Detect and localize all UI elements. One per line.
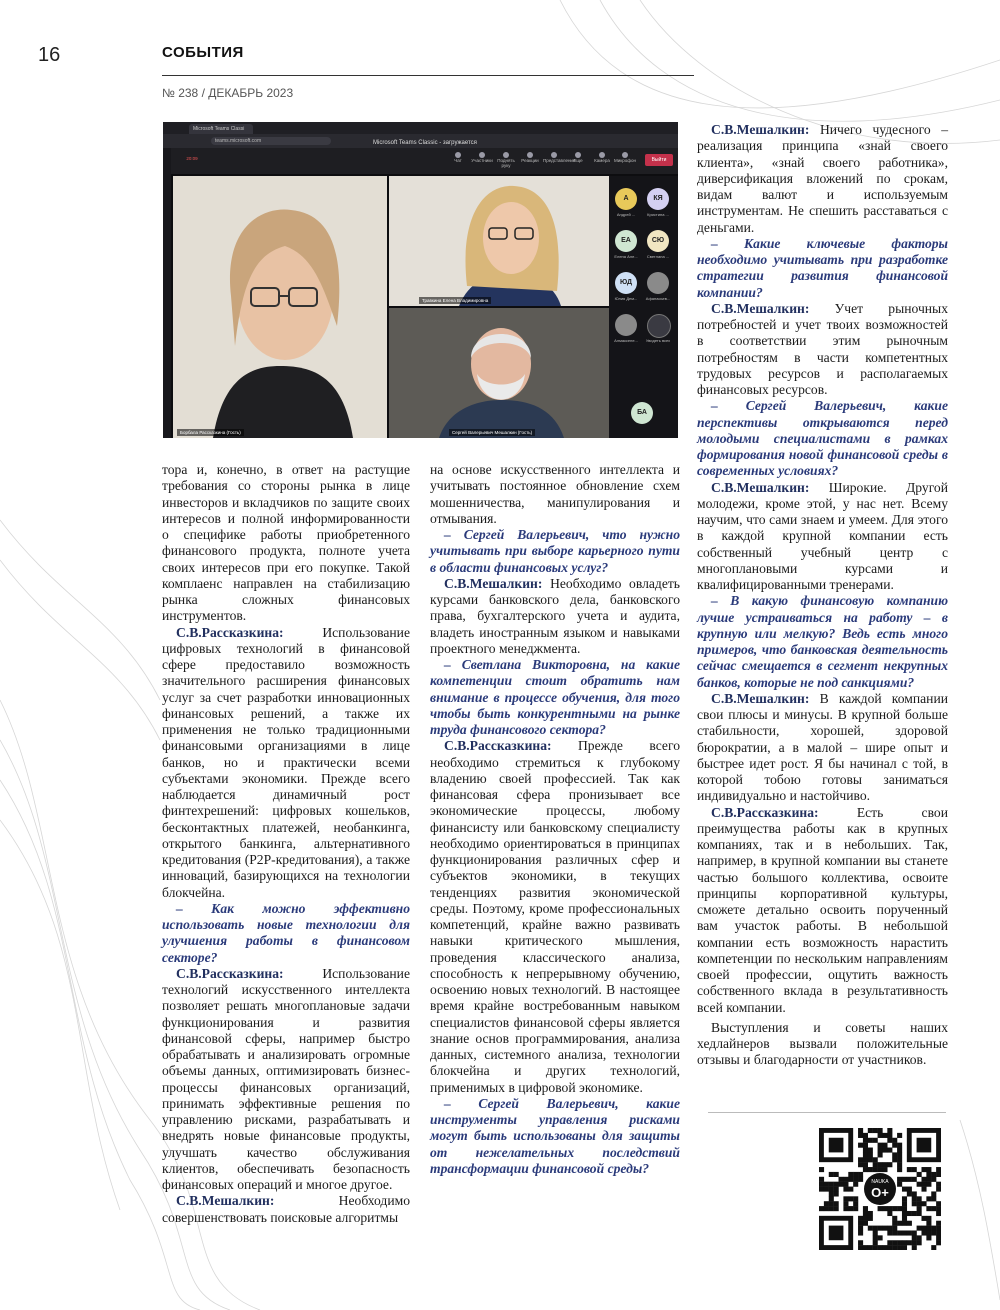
- toolbar-item: Чат: [454, 158, 462, 163]
- video-label: Травкина Елена Владимировна: [419, 297, 491, 304]
- qr-badge-symbol: O+: [871, 1185, 889, 1200]
- section-title: СОБЫТИЯ: [162, 44, 244, 61]
- toolbar-item: Поднять руку: [497, 158, 515, 168]
- interview-question: – Какие ключевые факторы необходимо учитывать при разработке стратегии развития финансовой компании?: [697, 235, 948, 300]
- speaker-answer: [697, 805, 948, 1016]
- speaker-answer: [697, 122, 948, 236]
- video-tile-woman-glasses: [173, 176, 387, 438]
- browser-tab: Microsoft Teams Classi: [189, 124, 253, 134]
- answer-text: Учет рыночных потребностей и учет твоих возможностей в соответствии этим рыночным потребностям в части компетентных трудовых ресурсов и располагаемых финансовых ресурсов.: [697, 300, 948, 397]
- participant-avatar: ЕА: [615, 230, 637, 252]
- speaker-name: С.В.Мешалкин:: [711, 479, 810, 495]
- view-all-icon: [647, 314, 671, 338]
- toolbar-item: Представление: [543, 158, 576, 163]
- answer-text: Прежде всего необходимо стремиться к глубокому владению своей профессией. Так как финансовая сфера пронизывает все экономические процессы, любому финансисту или банковскому специалисту необходимо ориентироваться в принципах функционирования различных сфер и субъектов экономики, в текущих тенденциях развития экономической среды. Поэтому, кроме профессиональных компетенций, крайне важно развивать навыки критического мышления, проведения классического анализа, способность к непрерывному обучению, освоению новых технологий. В настоящее время крайне востребованным навыком специалистов финансовой сферы является знание основ программирования, анализа данных, системного анализа, технологии блокчейна и других технологий, применимых в цифровой экономике.: [430, 738, 680, 1095]
- speaker-answer: [697, 691, 948, 805]
- participant-name: Андрей ...: [616, 212, 636, 217]
- participant-avatar-generic: [647, 272, 669, 294]
- paragraph: Выступления и советы наших хедлайнеров вызвали положительные отзывы и благодарности от участников.: [697, 1019, 948, 1068]
- answer-text: Ничего чудесного – реализация принципа «знай своего клиента», «знай своего работника», диверсификация вложений по срокам, видам валют и используемым инструментам. Не спешить расставаться с деньгами.: [697, 122, 948, 235]
- speaker-name: С.В.Рассказкина:: [176, 965, 284, 981]
- participant-avatar: БА: [631, 402, 653, 424]
- answer-text: Необходимо совершенствовать поисковые алгоритмы: [162, 1193, 410, 1225]
- participant-name: Юлия Дем...: [614, 296, 638, 301]
- speaker-answer: [162, 1193, 410, 1226]
- qr-divider: [708, 1112, 946, 1113]
- interview-question: – Как можно эффективно использовать новые технологии для улучшения работы в финансовом секторе?: [162, 900, 410, 965]
- issue-label: № 238 / ДЕКАБРЬ 2023: [162, 86, 294, 100]
- speaker-answer: [162, 625, 410, 901]
- toolbar-item: Микрофон: [614, 158, 636, 163]
- participant-avatar: СЮ: [647, 230, 669, 252]
- speaker-answer: [697, 301, 948, 399]
- video-call-screenshot: [163, 122, 678, 438]
- paragraph: тора и, конечно, в ответ на растущие требования со стороны рынка в лице инвесторов и вкладчиков по защите своих интересов и полной информированности о специфике работы приобретенного финансового продукта, полноте учета своих интересов при его покупке. Такой комплаенс направлен на стабилизацию рынка сложных финансовых инструментов.: [162, 462, 410, 624]
- person-silhouette: [173, 176, 387, 438]
- participant-avatar: КЯ: [647, 188, 669, 210]
- interview-question: – Светлана Викторовна, на какие компетенции стоит обратить нам внимание в процессе обучения, для того чтобы быть конкурентными на рынке труда финансового сектора?: [430, 657, 680, 737]
- paragraph: на основе искусственного интеллекта и учитывать постоянное обновление схем мошенничества, манипулирования и отмывания.: [430, 462, 680, 526]
- participant-name: Елена Але...: [614, 254, 638, 259]
- speaker-name: С.В.Мешалкин:: [176, 1193, 275, 1209]
- speaker-answer: [697, 480, 948, 594]
- article-column-1: [162, 462, 410, 1226]
- interview-question: – Сергей Валерьевич, какие перспективы открываются перед молодыми специалистами в рамках формирования новой финансовой среды в современных условиях?: [697, 398, 948, 479]
- speaker-answer: [430, 738, 680, 1096]
- leave-button: Выйти: [645, 154, 673, 166]
- speaker-answer: [162, 966, 410, 1194]
- speaker-name: С.В.Мешалкин:: [711, 690, 810, 706]
- answer-text: Необходимо овладеть курсами банковского дела, банковского права, бухгалтерского учета и аудита, владеть иностранным языком и навыками проектного менеджмента.: [430, 575, 680, 656]
- speaker-name: С.В.Рассказкина:: [176, 624, 284, 640]
- participant-avatar-generic: [615, 314, 637, 336]
- interview-question: – Сергей Валерьевич, что нужно учитывать при выборе карьерного пути в области финансовых услуг?: [430, 527, 680, 575]
- speaker-name: С.В.Рассказкина:: [444, 738, 552, 754]
- call-timer: 20:09: [186, 156, 198, 161]
- video-label: Сергей Валерьевич Мешалкин (Гость): [449, 429, 535, 436]
- article-column-3: [697, 122, 948, 1069]
- participant-avatar: А: [615, 188, 637, 210]
- answer-text: В каждой компании свои плюсы и минусы. В крупной больше стабильности, хорошей, здоровой бюрократии, а в малой – шире опыт и быстрее идет рост. Я бы начинал с той, в которой тобою готовы заниматься индивидуально и настойчиво.: [697, 690, 948, 804]
- participant-name: Афанасьев...: [645, 296, 671, 301]
- answer-text: Есть свои преимущества работы как в крупных компаниях, так и в небольших. Так, например, в крупной компании вы станете частью большого коллектива, освоите принципы корпоративной культуры, сможете детально освоить порученный вам участок работы. В небольшой компании есть возможность нарастить компетенции по нескольким направлениям своей профессии, ощутить важность собственного вклада в результативность всей компании.: [697, 804, 948, 1015]
- article-column-2: [430, 462, 680, 1177]
- interview-question: – В какую финансовую компанию лучше устраиваться на работу – в крупную или мелкую? Ведь есть много примеров, что банковская деятельность сейчас смещается в сегмент некрупных банков, которые не под санкциями?: [697, 593, 948, 690]
- page-number: 16: [38, 44, 61, 66]
- participant-avatar: ЮД: [615, 272, 637, 294]
- header-divider: [162, 75, 694, 76]
- apps-sidebar: [163, 148, 171, 438]
- interview-question: – Сергей Валерьевич, какие инструменты управления рисками могут быть использованы для защиты от нежелательных последствий трансформации финансовой среды?: [430, 1095, 680, 1176]
- answer-text: Широкие. Другой молодежи, кроме этой, у нас нет. Всему научим, что сами знаем и умеем. Для этого в каждой крупной компании есть собственный учебный центр с многоплановыми курсами и квалифицированными тренерами.: [697, 479, 948, 592]
- participant-name: Кристина ...: [647, 212, 669, 217]
- browser-url: teams.microsoft.com: [211, 137, 331, 145]
- answer-text: Использование цифровых технологий в финансовой сфере предоставило возможность значительного расширения финансовых услуг за счет разработки инновационных финансовых решений, а также их применения не только традиционными финансовыми организациями в лице банков, но и практически всеми субъектами экономики. Прежде всего наблюдается динамичный рост финтехрешений: цифровых кошельков, бесконтактных платежей, необанкинга, открытого банкинга, альтернативного кредитования (P2P-кредитования), а также инноваций, базирующихся на технологии блокчейна.: [162, 624, 410, 900]
- participant-name: Алмаксене...: [614, 338, 638, 343]
- speaker-name: С.В.Рассказкина:: [711, 804, 819, 820]
- video-tile-woman-blonde: [389, 176, 609, 306]
- participant-name: Увидеть всех: [645, 338, 671, 343]
- qr-code: [819, 1128, 941, 1250]
- speaker-name: С.В.Мешалкин:: [444, 575, 543, 591]
- toolbar-item: Реакции: [521, 158, 539, 163]
- qr-badge-text: NAUKA: [871, 1179, 889, 1185]
- answer-text: Использование технологий искусственного интеллекта позволяет решать многоплановые задачи функционирования и развития финансовой сферы, например быстро обрабатывать и анализировать огромные объемы данных, оптимизировать бизнес-процессы финансовых организаций, принимать эффективные решения по управлению рисками, разрабатывать и внедрять новые финансовые продукты, улучшать качество обслуживания клиентов, обеспечивать безопасность финансовых операций и многое другое.: [162, 965, 410, 1192]
- person-silhouette: [389, 308, 609, 438]
- toolbar-item: Участники: [471, 158, 493, 163]
- person-silhouette: [389, 176, 609, 306]
- speaker-answer: [430, 576, 680, 657]
- toolbar-item: Еще: [573, 158, 583, 163]
- participant-name: Светлана ...: [646, 254, 670, 259]
- speaker-name: С.В.Мешалкин:: [711, 300, 810, 316]
- video-label: Борбала Рассказкина (Гость): [177, 429, 244, 436]
- participants-panel: [609, 176, 678, 438]
- video-tile-man-beard: [389, 308, 609, 438]
- teams-window-title: Microsoft Teams Classic - загружается: [373, 140, 477, 146]
- toolbar-item: Камера: [594, 158, 610, 163]
- speaker-name: С.В.Мешалкин:: [711, 122, 810, 137]
